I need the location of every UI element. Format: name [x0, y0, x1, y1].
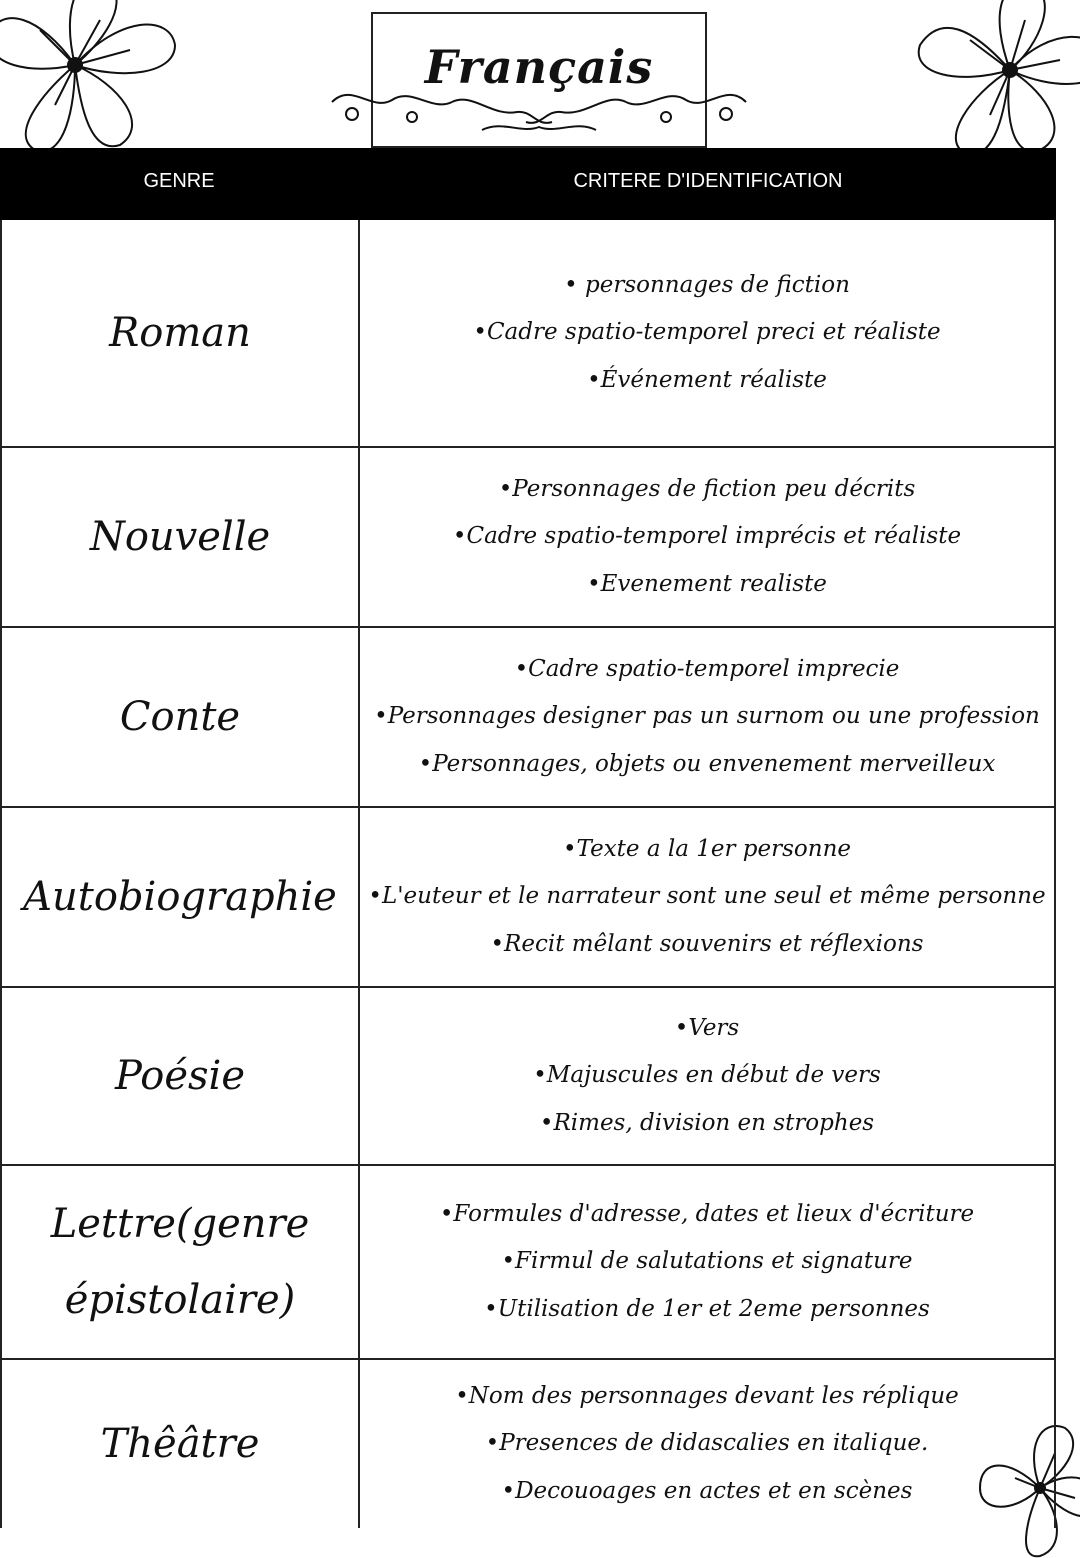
- criteria-line: •Utilisation de 1er et 2eme personnes: [484, 1295, 930, 1322]
- criteria-cell: [360, 988, 1054, 1164]
- genre-cell: Thêâtre: [2, 1360, 360, 1528]
- genre-cell: Nouvelle: [2, 448, 360, 626]
- table-row: [0, 988, 1056, 1166]
- criteria-line: •Cadre spatio-temporel imprecie: [514, 655, 900, 682]
- criteria-line: •Texte a la 1er personne: [562, 835, 852, 862]
- table-row: [0, 448, 1056, 628]
- criteria-line: •Recit mêlant souvenirs et réflexions: [490, 930, 924, 957]
- genre-cell: Conte: [2, 628, 360, 806]
- genre-cell: Roman: [2, 220, 360, 446]
- criteria-cell: [360, 220, 1054, 446]
- criteria-cell: [360, 1360, 1054, 1528]
- genre-cell: Poésie: [2, 988, 360, 1164]
- criteria-line: •Evenement realiste: [587, 570, 827, 597]
- page-title: Français: [424, 40, 654, 94]
- criteria-line: •Nom des personnages devant les réplique: [455, 1382, 959, 1409]
- criteria-line: •Personnages, objets ou envenement merveilleux: [418, 750, 996, 777]
- criteria-cell: [360, 448, 1054, 626]
- criteria-cell: [360, 808, 1054, 986]
- genre-cell: Autobiographie: [2, 808, 360, 986]
- genre-table: [0, 148, 1056, 1528]
- table-row: [0, 808, 1056, 988]
- criteria-line: • personnages de fiction: [564, 271, 850, 298]
- genre-cell: Lettre(genre épistolaire): [2, 1166, 360, 1358]
- table-row: [0, 628, 1056, 808]
- criteria-cell: [360, 1166, 1054, 1358]
- flower-decoration-icon: [900, 0, 1080, 155]
- table-header-row: [0, 148, 1056, 220]
- criteria-line: •Formules d'adresse, dates et lieux d'écriture: [439, 1200, 975, 1227]
- criteria-line: •Firmul de salutations et signature: [501, 1248, 913, 1275]
- criteria-line: •Cadre spatio-temporel imprécis et réaliste: [452, 523, 962, 550]
- criteria-cell: [360, 628, 1054, 806]
- criteria-line: •Cadre spatio-temporel preci et réaliste: [473, 319, 941, 346]
- criteria-line: •Événement réaliste: [587, 366, 827, 393]
- criteria-line: •Vers: [674, 1014, 740, 1041]
- criteria-line: •L'euteur et le narrateur sont une seul et même personne: [368, 883, 1046, 910]
- criteria-line: •Majuscules en début de vers: [533, 1062, 881, 1089]
- criteria-line: •Personnages de fiction peu décrits: [498, 475, 916, 502]
- criteria-line: •Rimes, division en strophes: [539, 1109, 875, 1136]
- header-genre: GENRE: [143, 170, 215, 192]
- flower-decoration-icon: [0, 0, 210, 155]
- table-row: [0, 220, 1056, 448]
- header-criteria: CRITERE D'IDENTIFICATION: [573, 170, 843, 192]
- table-row: [0, 1166, 1056, 1360]
- criteria-line: •Decouoages en actes et en scènes: [501, 1477, 913, 1504]
- criteria-line: •Personnages designer pas un surnom ou une profession: [374, 703, 1040, 730]
- table-row: [0, 1360, 1056, 1528]
- criteria-line: •Presences de didascalies en italique.: [485, 1430, 929, 1457]
